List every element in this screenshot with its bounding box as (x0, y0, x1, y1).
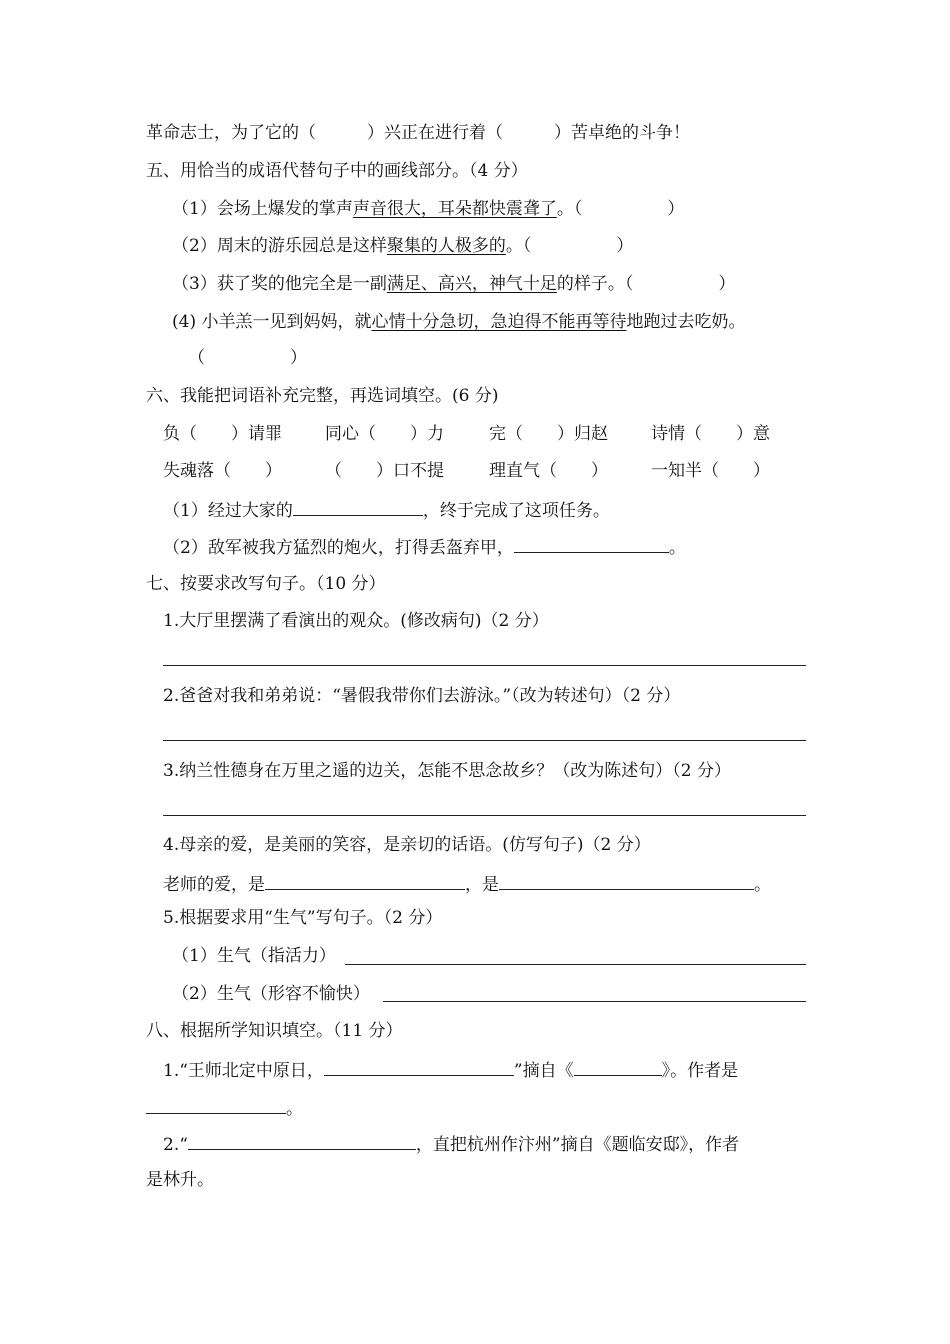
answer-bracket-5-4: （ ） (188, 348, 307, 368)
question-5-4: (4) 小羊羔一见到妈妈，就心情十分急切，急迫得不能再等待地跑过去吃奶。 (172, 312, 746, 332)
answer-blank[interactable] (146, 1095, 286, 1114)
underlined-phrase: 满足、高兴，神气十足 (386, 274, 557, 294)
answer-blank[interactable] (514, 534, 669, 553)
underlined-phrase: 聚集的人极多的 (386, 236, 506, 256)
word-fill-6: （ ）口不提 (325, 461, 444, 481)
question-6-2: （2）敌军被我方猛烈的炮火，打得丢盔弃甲， 。 (163, 534, 686, 560)
question-7-4: 4.母亲的爱，是美丽的笑容，是亲切的话语。(仿写句子)（2 分） (163, 835, 651, 855)
answer-line-7-3[interactable] (163, 815, 806, 816)
question-7-5: 5.根据要求用“生气”写句子。（2 分） (163, 908, 443, 928)
answer-blank[interactable] (293, 497, 423, 516)
section-eight-heading: 八、根据所学知识填空。（11 分） (146, 1021, 403, 1041)
question-5-3: （3）获了奖的他完全是一副满足、高兴，神气十足的样子。（ ） (172, 274, 736, 294)
underlined-phrase: 心情十分急切，急迫得不能再等待 (371, 312, 627, 332)
word-fill-8: 一知半（ ） (651, 461, 770, 481)
question-7-5-1: （1）生气（指活力） (172, 946, 336, 966)
text-line-revolution: 革命志士，为了它的（ ）兴正在进行着（ ）苦卓绝的斗争！ (146, 123, 690, 143)
answer-blank[interactable] (499, 871, 754, 890)
question-8-2: 2.“ ，直把杭州作汴州”摘自《题临安邸》，作者 (163, 1131, 739, 1157)
question-5-1: （1）会场上爆发的掌声声音很大，耳朵都快震聋了。（ ） (172, 199, 685, 219)
section-five-heading: 五、用恰当的成语代替句子中的画线部分。（4 分） (146, 161, 528, 181)
question-7-1: 1.大厅里摆满了看演出的观众。(修改病句)（2 分） (163, 611, 549, 631)
answer-line-7-2[interactable] (163, 740, 806, 741)
word-fill-2: 同心（ ）力 (325, 424, 444, 444)
word-fill-3: 完（ ）归赵 (489, 424, 608, 444)
word-fill-7: 理直气（ ） (489, 461, 608, 481)
question-5-2: （2）周末的游乐园总是这样聚集的人极多的。（ ） (172, 236, 634, 256)
answer-line-7-5-2[interactable] (383, 1001, 806, 1002)
question-8-2-cont: 是林升。 (146, 1170, 214, 1190)
answer-blank[interactable] (188, 1131, 416, 1150)
question-8-1: 1.“王师北定中原日， ”摘自《 》。作者是 (163, 1057, 738, 1083)
word-fill-5: 失魂落（ ） (163, 461, 282, 481)
section-six-heading: 六、我能把词语补充完整，再选词填空。(6 分) (146, 386, 499, 406)
answer-line-7-1[interactable] (163, 665, 806, 666)
question-7-4-fill: 老师的爱，是 ，是 。 (163, 871, 771, 897)
section-seven-heading: 七、按要求改写句子。（10 分） (146, 574, 386, 594)
word-fill-4: 诗情（ ）意 (651, 424, 770, 444)
question-7-5-2: （2）生气（形容不愉快） (172, 984, 370, 1004)
underlined-phrase: 声音很大，耳朵都快震聋了 (352, 199, 557, 219)
answer-line-7-5-1[interactable] (345, 964, 806, 965)
answer-blank[interactable] (324, 1057, 514, 1076)
question-7-2: 2.爸爸对我和弟弟说：“暑假我带你们去游泳。”（改为转述句）（2 分） (163, 686, 681, 706)
word-fill-1: 负（ ）请罪 (163, 424, 282, 444)
question-7-3: 3.纳兰性德身在万里之遥的边关，怎能不思念故乡？（改为陈述句）（2 分） (163, 761, 731, 781)
question-8-1-author: 。 (146, 1095, 303, 1121)
answer-blank[interactable] (574, 1057, 662, 1076)
question-6-1: （1）经过大家的 ，终于完成了这项任务。 (163, 497, 610, 523)
answer-blank[interactable] (265, 871, 465, 890)
